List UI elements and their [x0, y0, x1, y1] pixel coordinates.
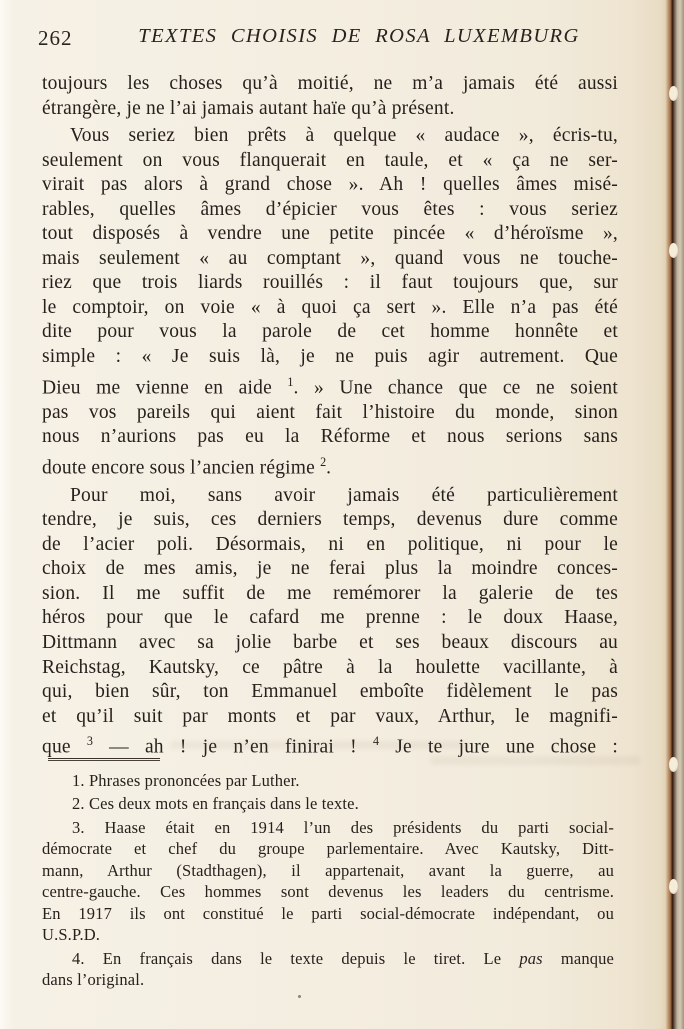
- text-line: riez que trois liards rouillés : il faut toujours que, sur: [42, 272, 618, 294]
- text-line: En 1917 ils ont constitué le parti social-démocrate indépendant, ou: [42, 903, 614, 923]
- text-line: [42, 370, 618, 401]
- text-line: Vous seriez bien prêts à quelque « audace », écris-tu,: [70, 125, 618, 147]
- text-line: qui, bien sûr, ton Emmanuel emboîte fidèlement le pas: [42, 681, 618, 703]
- text-line: [42, 948, 614, 969]
- paragraph: [42, 484, 618, 761]
- footnote-reference: 3: [86, 734, 93, 749]
- paper-speck: [298, 995, 301, 998]
- text-segment: Je te jure une chose :: [379, 736, 618, 758]
- footnote-reference: 1: [287, 374, 294, 389]
- text-line: sion. Il me suffit de me remémorer la galerie de tes: [42, 582, 618, 604]
- footnote-reference: 4: [373, 734, 380, 749]
- text-line: virait pas alors à grand chose ». Ah ! quelles âmes misé-: [42, 174, 618, 196]
- text-line: centre-gauche. Ces hommes sont devenus les leaders du centrisme.: [42, 882, 614, 902]
- footnotes: [42, 770, 614, 993]
- text-segment: . » Une chance que ce ne soient: [293, 377, 618, 399]
- text-line: 1. Phrases prononcées par Luther.: [72, 771, 300, 790]
- text-line: dans l’original.: [42, 970, 145, 990]
- paragraph: [42, 770, 614, 791]
- text-segment: 4. En français dans le texte depuis le tiret. Le: [72, 948, 520, 968]
- text-segment: .: [326, 457, 332, 479]
- running-title: TEXTES CHOISIS DE ROSA LUXEMBURG: [138, 25, 580, 47]
- text-line: U.S.P.D.: [42, 925, 101, 945]
- body-text: [42, 72, 618, 763]
- text-line: étrangère, je ne l’ai jamais autant haïe qu’à présent.: [42, 97, 455, 119]
- text-line: choix de mes amis, je ne ferai plus la moindre conces-: [42, 558, 618, 580]
- text-line: tendre, je suis, ces derniers temps, devenus dure comme: [42, 509, 618, 531]
- binding-stitch-hole: [669, 86, 678, 101]
- footnote-separator: [48, 758, 160, 761]
- text-segment: manque: [542, 948, 614, 968]
- binding-stitch-hole: [669, 879, 678, 894]
- text-line: rables, quelles âmes d’épicier vous êtes : vous seriez: [42, 198, 618, 220]
- italic-word: pas: [519, 948, 543, 968]
- text-line: mais seulement « au comptant », quand vous ne touche-: [42, 247, 618, 269]
- text-line: mann, Arthur (Stadthagen), il appartenait, avant la guerre, au: [42, 860, 614, 880]
- paragraph: [42, 793, 614, 814]
- paragraph: [42, 124, 618, 481]
- page-number: 262: [38, 26, 73, 50]
- text-line: de l’acier poli. Désormais, ni en politique, ni pour le: [42, 533, 618, 555]
- text-line: le comptoir, on voie « à quoi ça sert ». Elle n’a pas été: [42, 296, 618, 318]
- text-line: et qu’il suit par monts et par vaux, Arthur, le magnifi-: [42, 705, 618, 727]
- text-segment: — ah ! je n’en finirai !: [92, 736, 374, 758]
- paragraph: [42, 72, 618, 121]
- text-segment: Dieu me vienne en aide: [42, 377, 288, 399]
- footnote-reference: 2: [320, 454, 327, 469]
- page-edge-binding: [660, 0, 684, 1029]
- text-line: nous n’aurions pas eu la Réforme et nous serions sans: [42, 426, 618, 448]
- text-line: [42, 450, 618, 481]
- text-line: simple : « Je suis là, je ne puis agir autrement. Que: [42, 346, 618, 368]
- text-segment: doute encore sous l’ancien régime: [42, 457, 321, 479]
- text-line: toujours les choses qu’à moitié, ne m’a jamais été aussi: [42, 73, 618, 94]
- text-line: seulement on vous flanquerait en taule, et « ça ne ser-: [42, 149, 618, 171]
- text-line: pas vos pareils qui aient fait l’histoire du monde, sinon: [42, 401, 618, 423]
- text-line: dite pour vous la parole de cet homme honnête et: [42, 321, 618, 343]
- text-line: tout disposés à vendre une petite pincée « d’héroïsme »,: [42, 223, 618, 245]
- text-line: Pour moi, sans avoir jamais été particulièrement: [70, 484, 618, 506]
- text-line: Dittmann avec sa jolie barbe et ses beaux discours au: [42, 632, 618, 654]
- binding-stitch-hole: [669, 757, 678, 772]
- text-line: 2. Ces deux mots en français dans le texte.: [72, 794, 359, 814]
- showthrough-smudge: [430, 756, 640, 765]
- text-line: démocrate et chef du groupe parlementaire. Avec Kautsky, Ditt-: [42, 839, 614, 859]
- showthrough-smudge: [170, 741, 470, 749]
- binding-stitch-hole: [669, 243, 678, 258]
- text-line: héros pour que le cafard me prenne : le doux Haase,: [42, 607, 618, 629]
- paragraph: [42, 817, 614, 946]
- text-line: 3. Haase était en 1914 l’un des présidents du parti social-: [72, 817, 614, 837]
- text-segment: que: [42, 736, 87, 758]
- paragraph: [42, 948, 614, 991]
- text-line: Reichstag, Kautsky, ce pâtre à la houlette vacillante, à: [42, 656, 618, 678]
